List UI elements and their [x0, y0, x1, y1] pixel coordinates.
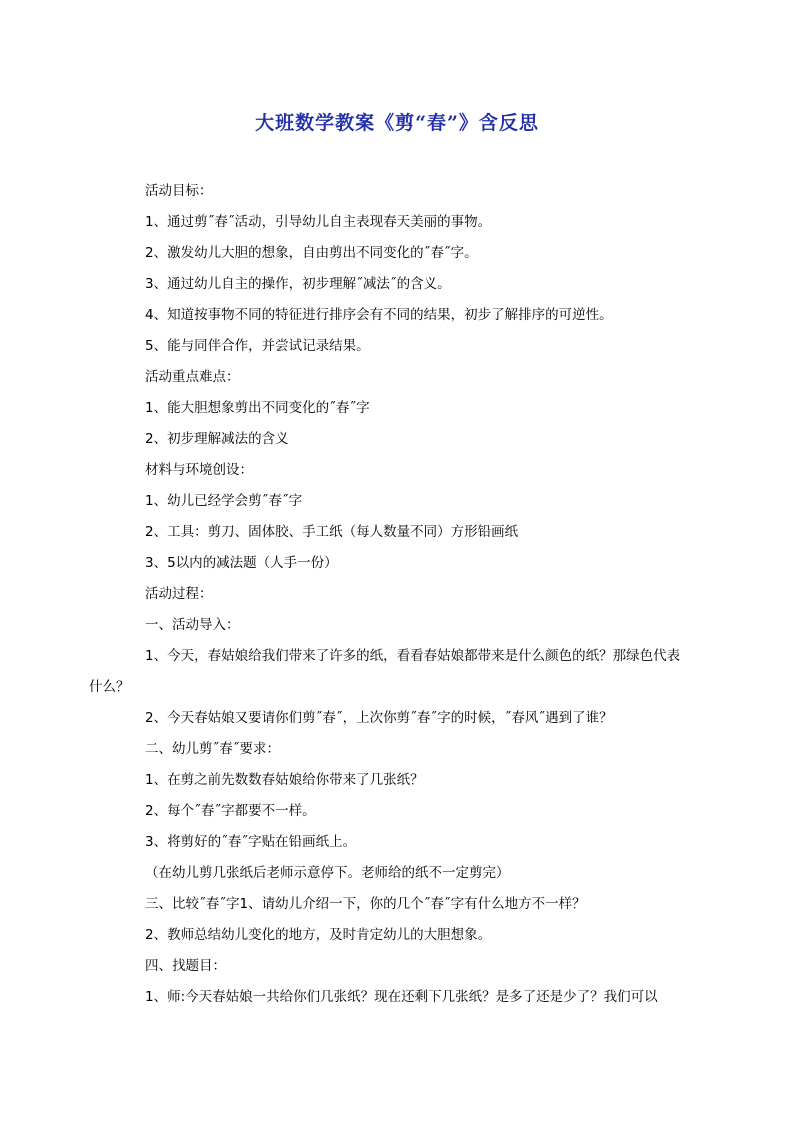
section-heading-goals: 活动目标：	[145, 183, 213, 199]
paragraph: 四、找题目：	[145, 958, 226, 974]
paragraph: （在幼儿剪几张纸后老师示意停下。老师给的纸不一定剪完）	[145, 865, 510, 881]
section-heading-materials: 材料与环境创设：	[145, 462, 253, 478]
paragraph: 二、幼儿剪˝春˝要求：	[145, 741, 280, 757]
paragraph: 2、今天春姑娘又要请你们剪˝春˝，上次你剪˝春˝字的时候，˝春风˝遇到了谁？	[145, 710, 613, 726]
paragraph: 2、激发幼儿大胆的想象，自由剪出不同变化的˝春˝字。	[145, 245, 478, 261]
paragraph: 2、工具：剪刀、固体胶、手工纸（每人数量不同）方形铅画纸	[145, 524, 519, 540]
paragraph: 2、每个˝春˝字都要不一样。	[145, 803, 316, 819]
paragraph: 2、初步理解减法的含义	[145, 431, 289, 447]
paragraph: 1、能大胆想象剪出不同变化的˝春˝字	[145, 400, 370, 416]
paragraph: 1、今天，春姑娘给我们带来了许多的纸，看看春姑娘都带来是什么颜色的纸？那绿色代表什么？	[89, 648, 681, 695]
document-body	[89, 176, 682, 1013]
paragraph: 3、通过幼儿自主的操作，初步理解˝减法˝的含义。	[145, 276, 451, 292]
paragraph: 1、在剪之前先数数春姑娘给你带来了几张纸？	[145, 772, 424, 788]
paragraph: 1、幼儿已经学会剪˝春˝字	[145, 493, 303, 509]
section-heading-key-points: 活动重点难点：	[145, 369, 240, 385]
paragraph: 1、通过剪˝春˝活动，引导幼儿自主表现春天美丽的事物。	[145, 214, 492, 230]
section-heading-process: 活动过程：	[145, 586, 213, 602]
paragraph: 3、将剪好的˝春˝字贴在铅画纸上。	[145, 834, 357, 850]
paragraph: 2、教师总结幼儿变化的地方，及时肯定幼儿的大胆想象。	[145, 927, 492, 943]
paragraph: 4、知道按事物不同的特征进行排序会有不同的结果，初步了解排序的可逆性。	[145, 307, 613, 323]
paragraph: 三、比较˝春˝字1、请幼儿介绍一下，你的几个˝春˝字有什么地方不一样？	[145, 896, 586, 912]
paragraph: 5、能与同伴合作，并尝试记录结果。	[145, 338, 370, 354]
document-title: 大班数学教案《剪“春”》含反思	[255, 112, 539, 134]
paragraph: 3、5以内的减法题（人手一份）	[145, 555, 338, 571]
paragraph: 一、活动导入：	[145, 617, 240, 633]
paragraph: 1、师:今天春姑娘一共给你们几张纸？现在还剩下几张纸？是多了还是少了？我们可以	[145, 989, 658, 1005]
